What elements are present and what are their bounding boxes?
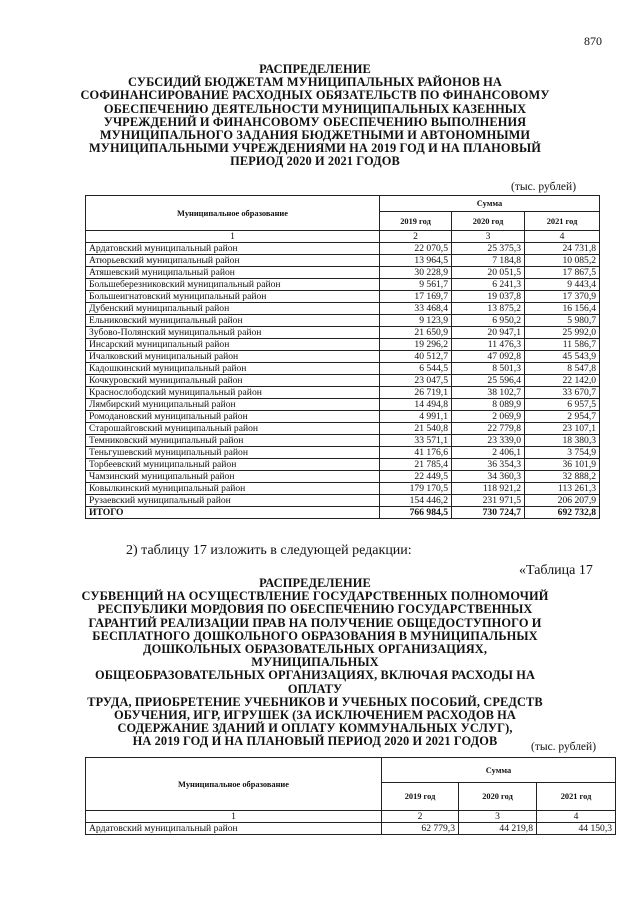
title-line: ПЕРИОД 2020 И 2021 ГОДОВ — [230, 154, 400, 169]
municipality-name: Рузаевский муниципальный район — [86, 495, 380, 507]
amount-cell: 16 156,4 — [525, 303, 600, 315]
amount-cell: 21 650,9 — [380, 327, 452, 339]
title-line: ОБЕСПЕЧЕНИЮ ДЕЯТЕЛЬНОСТИ МУНИЦИПАЛЬНЫХ КАЗЕННЫХ — [103, 101, 527, 116]
amount-cell: 33 670,7 — [525, 387, 600, 399]
amount-cell: 20 051,5 — [452, 267, 525, 279]
amount-cell: 3 754,9 — [525, 447, 600, 459]
section2-units: (тыс. рублей) — [531, 741, 597, 753]
table-row — [86, 255, 600, 267]
title-line: РАСПРЕДЕЛЕНИЕ — [259, 576, 371, 590]
municipality-name: Дубенский муниципальный район — [86, 303, 380, 315]
title-line: СОДЕРЖАНИЕ ЗДАНИЙ И ОПЛАТУ КОММУНАЛЬНЫХ УСЛУГ), — [117, 721, 513, 736]
amount-cell: 13 964,5 — [380, 255, 452, 267]
amount-cell: 30 228,9 — [380, 267, 452, 279]
section2-table — [85, 757, 616, 835]
header-sum: Сумма — [382, 758, 616, 783]
table-row — [86, 303, 600, 315]
header-entity: Муниципальное образование — [86, 196, 380, 231]
amount-cell: 19 037,8 — [452, 291, 525, 303]
total-row — [86, 507, 600, 519]
amount-cell: 179 170,5 — [380, 483, 452, 495]
amount-cell: 9 123,9 — [380, 315, 452, 327]
amount-cell: 36 354,3 — [452, 459, 525, 471]
total-2021: 692 732,8 — [525, 507, 600, 519]
amount-cell: 38 102,7 — [452, 387, 525, 399]
total-label: ИТОГО — [86, 507, 380, 519]
amount-cell: 24 731,8 — [525, 243, 600, 255]
column-index-row — [86, 231, 600, 243]
table-row — [86, 339, 600, 351]
header-2020: 2020 год — [452, 212, 525, 231]
table-row — [86, 291, 600, 303]
table-row — [86, 351, 600, 363]
section2-title — [78, 577, 552, 749]
amount-cell: 22 142,0 — [525, 375, 600, 387]
amount-cell: 2 069,9 — [452, 411, 525, 423]
amount-cell: 25 596,4 — [452, 375, 525, 387]
header-entity: Муниципальное образование — [86, 758, 382, 811]
table-row — [86, 423, 600, 435]
header-2019: 2019 год — [380, 212, 452, 231]
municipality-name: Большеберезниковский муниципальный район — [86, 279, 380, 291]
title-line: ДОШКОЛЬНЫХ ОБРАЗОВАТЕЛЬНЫХ ОРГАНИЗАЦИЯХ, МУНИЦИПАЛЬНЫХ — [142, 642, 488, 670]
table-row — [86, 459, 600, 471]
amount-cell: 33 468,4 — [380, 303, 452, 315]
municipality-name: Ардатовский муниципальный район — [86, 823, 382, 835]
amount-cell: 11 586,7 — [525, 339, 600, 351]
amount-cell: 23 047,5 — [380, 375, 452, 387]
table-row — [86, 447, 600, 459]
amount-cell: 11 476,3 — [452, 339, 525, 351]
title-line: ОБУЧЕНИЯ, ИГР, ИГРУШЕК (ЗА ИСКЛЮЧЕНИЕМ РАСХОДОВ НА — [114, 708, 516, 723]
total-2019: 766 984,5 — [380, 507, 452, 519]
amount-cell: 6 241,3 — [452, 279, 525, 291]
instruction-text: 2) таблицу 17 изложить в следующей редакции: — [126, 543, 412, 558]
column-index: 2 — [380, 231, 452, 243]
title-line: УЧРЕЖДЕНИЙ И ФИНАНСОВОМУ ОБЕСПЕЧЕНИЮ ВЫПОЛНЕНИЯ — [103, 114, 527, 129]
amount-cell: 41 176,6 — [380, 447, 452, 459]
title-line: БЕСПЛАТНОГО ДОШКОЛЬНОГО ОБРАЗОВАНИЯ В МУНИЦИПАЛЬНЫХ — [92, 628, 538, 643]
amount-cell: 113 261,3 — [525, 483, 600, 495]
amount-cell: 14 494,8 — [380, 399, 452, 411]
table-row — [86, 411, 600, 423]
column-index: 4 — [537, 811, 616, 823]
amount-cell: 33 571,1 — [380, 435, 452, 447]
amount-cell: 21 785,4 — [380, 459, 452, 471]
amount-cell: 13 875,2 — [452, 303, 525, 315]
amount-cell: 21 540,8 — [380, 423, 452, 435]
municipality-name: Старошайговский муниципальный район — [86, 423, 380, 435]
amount-cell: 22 070,5 — [380, 243, 452, 255]
amount-cell: 9 561,7 — [380, 279, 452, 291]
column-index: 3 — [452, 231, 525, 243]
amount-cell: 8 089,9 — [452, 399, 525, 411]
title-line: РЕСПУБЛИКИ МОРДОВИЯ ПО ОБЕСПЕЧЕНИЮ ГОСУДАРСТВЕННЫХ — [97, 602, 533, 617]
page-number: 870 — [584, 34, 602, 48]
column-index: 2 — [382, 811, 459, 823]
column-index-row — [86, 811, 616, 823]
title-line: СУБСИДИЙ БЮДЖЕТАМ МУНИЦИПАЛЬНЫХ РАЙОНОВ НА — [128, 75, 502, 90]
table-row — [86, 435, 600, 447]
municipality-name: Ковылкинский муниципальный район — [86, 483, 380, 495]
table-reference: «Таблица 17 — [519, 563, 593, 578]
header-2020: 2020 год — [459, 783, 537, 811]
header-2021: 2021 год — [537, 783, 616, 811]
amount-cell: 47 092,8 — [452, 351, 525, 363]
amount-cell: 154 446,2 — [380, 495, 452, 507]
title-line: НА 2019 ГОД И НА ПЛАНОВЫЙ ПЕРИОД 2020 И 2021 ГОДОВ — [132, 734, 498, 749]
municipality-name: Краснослободский муниципальный район — [86, 387, 380, 399]
amount-cell: 2 406,1 — [452, 447, 525, 459]
amount-cell: 23 107,1 — [525, 423, 600, 435]
amount-cell: 19 296,2 — [380, 339, 452, 351]
municipality-name: Ичалковский муниципальный район — [86, 351, 380, 363]
municipality-name: Теньгушевский муниципальный район — [86, 447, 380, 459]
header-2021: 2021 год — [525, 212, 600, 231]
municipality-name: Ельниковский муниципальный район — [86, 315, 380, 327]
amount-cell: 44 219,8 — [459, 823, 537, 835]
municipality-name: Ардатовский муниципальный район — [86, 243, 380, 255]
municipality-name: Кочкуровский муниципальный район — [86, 375, 380, 387]
amount-cell: 5 980,7 — [525, 315, 600, 327]
section1-title — [80, 63, 550, 169]
column-index: 1 — [86, 231, 380, 243]
table-row — [86, 327, 600, 339]
table-row — [86, 243, 600, 255]
municipality-name: Большеигнатовский муниципальный район — [86, 291, 380, 303]
title-line: ТРУДА, ПРИОБРЕТЕНИЕ УЧЕБНИКОВ И УЧЕБНЫХ ПОСОБИЙ, СРЕДСТВ — [87, 694, 543, 709]
section1-units: (тыс. рублей) — [511, 181, 577, 193]
municipality-name: Атяшевский муниципальный район — [86, 267, 380, 279]
amount-cell: 8 547,8 — [525, 363, 600, 375]
title-line: СУБВЕНЦИЙ НА ОСУЩЕСТВЛЕНИЕ ГОСУДАРСТВЕННЫХ ПОЛНОМОЧИЙ — [81, 589, 549, 604]
table-row — [86, 471, 600, 483]
amount-cell: 6 950,2 — [452, 315, 525, 327]
title-line: РАСПРЕДЕЛЕНИЕ — [259, 62, 371, 76]
municipality-name: Чамзинский муниципальный район — [86, 471, 380, 483]
amount-cell: 34 360,3 — [452, 471, 525, 483]
amount-cell: 7 184,8 — [452, 255, 525, 267]
header-2019: 2019 год — [382, 783, 459, 811]
table-row — [86, 375, 600, 387]
amount-cell: 10 085,2 — [525, 255, 600, 267]
table-row — [86, 823, 616, 835]
table-row — [86, 387, 600, 399]
amount-cell: 32 888,2 — [525, 471, 600, 483]
amount-cell: 2 954,7 — [525, 411, 600, 423]
amount-cell: 9 443,4 — [525, 279, 600, 291]
amount-cell: 6 957,5 — [525, 399, 600, 411]
amount-cell: 17 370,9 — [525, 291, 600, 303]
municipality-name: Ромодановский муниципальный район — [86, 411, 380, 423]
amount-cell: 40 512,7 — [380, 351, 452, 363]
municipality-name: Атюрьевский муниципальный район — [86, 255, 380, 267]
column-index: 3 — [459, 811, 537, 823]
section1-table — [85, 195, 600, 519]
title-line: МУНИЦИПАЛЬНЫМИ УЧРЕЖДЕНИЯМИ НА 2019 ГОД И НА ПЛАНОВЫЙ — [89, 141, 541, 156]
amount-cell: 25 375,3 — [452, 243, 525, 255]
amount-cell: 44 150,3 — [537, 823, 616, 835]
table-row — [86, 399, 600, 411]
amount-cell: 45 543,9 — [525, 351, 600, 363]
amount-cell: 18 380,3 — [525, 435, 600, 447]
table-row — [86, 495, 600, 507]
amount-cell: 231 971,5 — [452, 495, 525, 507]
amount-cell: 20 947,1 — [452, 327, 525, 339]
table-row — [86, 267, 600, 279]
table-row — [86, 363, 600, 375]
amount-cell: 36 101,9 — [525, 459, 600, 471]
amount-cell: 17 867,5 — [525, 267, 600, 279]
amount-cell: 206 207,9 — [525, 495, 600, 507]
municipality-name: Кадошкинский муниципальный район — [86, 363, 380, 375]
header-sum: Сумма — [380, 196, 600, 212]
amount-cell: 22 449,5 — [380, 471, 452, 483]
amount-cell: 26 719,1 — [380, 387, 452, 399]
table-row — [86, 279, 600, 291]
column-index: 1 — [86, 811, 382, 823]
amount-cell: 25 992,0 — [525, 327, 600, 339]
column-index: 4 — [525, 231, 600, 243]
title-line: ОБЩЕОБРАЗОВАТЕЛЬНЫХ ОРГАНИЗАЦИЯХ, ВКЛЮЧАЯ РАСХОДЫ НА ОПЛАТУ — [94, 668, 536, 696]
total-2020: 730 724,7 — [452, 507, 525, 519]
title-line: МУНИЦИПАЛЬНОГО ЗАДАНИЯ БЮДЖЕТНЫМИ И АВТОНОМНЫМИ — [99, 128, 531, 143]
municipality-name: Торбеевский муниципальный район — [86, 459, 380, 471]
table-row — [86, 315, 600, 327]
amount-cell: 62 779,3 — [382, 823, 459, 835]
municipality-name: Зубово-Полянский муниципальный район — [86, 327, 380, 339]
table-row — [86, 483, 600, 495]
amount-cell: 22 779,8 — [452, 423, 525, 435]
amount-cell: 23 339,0 — [452, 435, 525, 447]
amount-cell: 17 169,7 — [380, 291, 452, 303]
municipality-name: Инсарский муниципальный район — [86, 339, 380, 351]
amount-cell: 8 501,3 — [452, 363, 525, 375]
municipality-name: Лямбирский муниципальный район — [86, 399, 380, 411]
amount-cell: 6 544,5 — [380, 363, 452, 375]
municipality-name: Темниковский муниципальный район — [86, 435, 380, 447]
amount-cell: 4 991,1 — [380, 411, 452, 423]
title-line: СОФИНАНСИРОВАНИЕ РАСХОДНЫХ ОБЯЗАТЕЛЬСТВ ПО ФИНАНСОВОМУ — [80, 88, 550, 103]
amount-cell: 118 921,2 — [452, 483, 525, 495]
title-line: ГАРАНТИЙ РЕАЛИЗАЦИИ ПРАВ НА ПОЛУЧЕНИЕ ОБЩЕДОСТУПНОГО И — [88, 615, 542, 630]
